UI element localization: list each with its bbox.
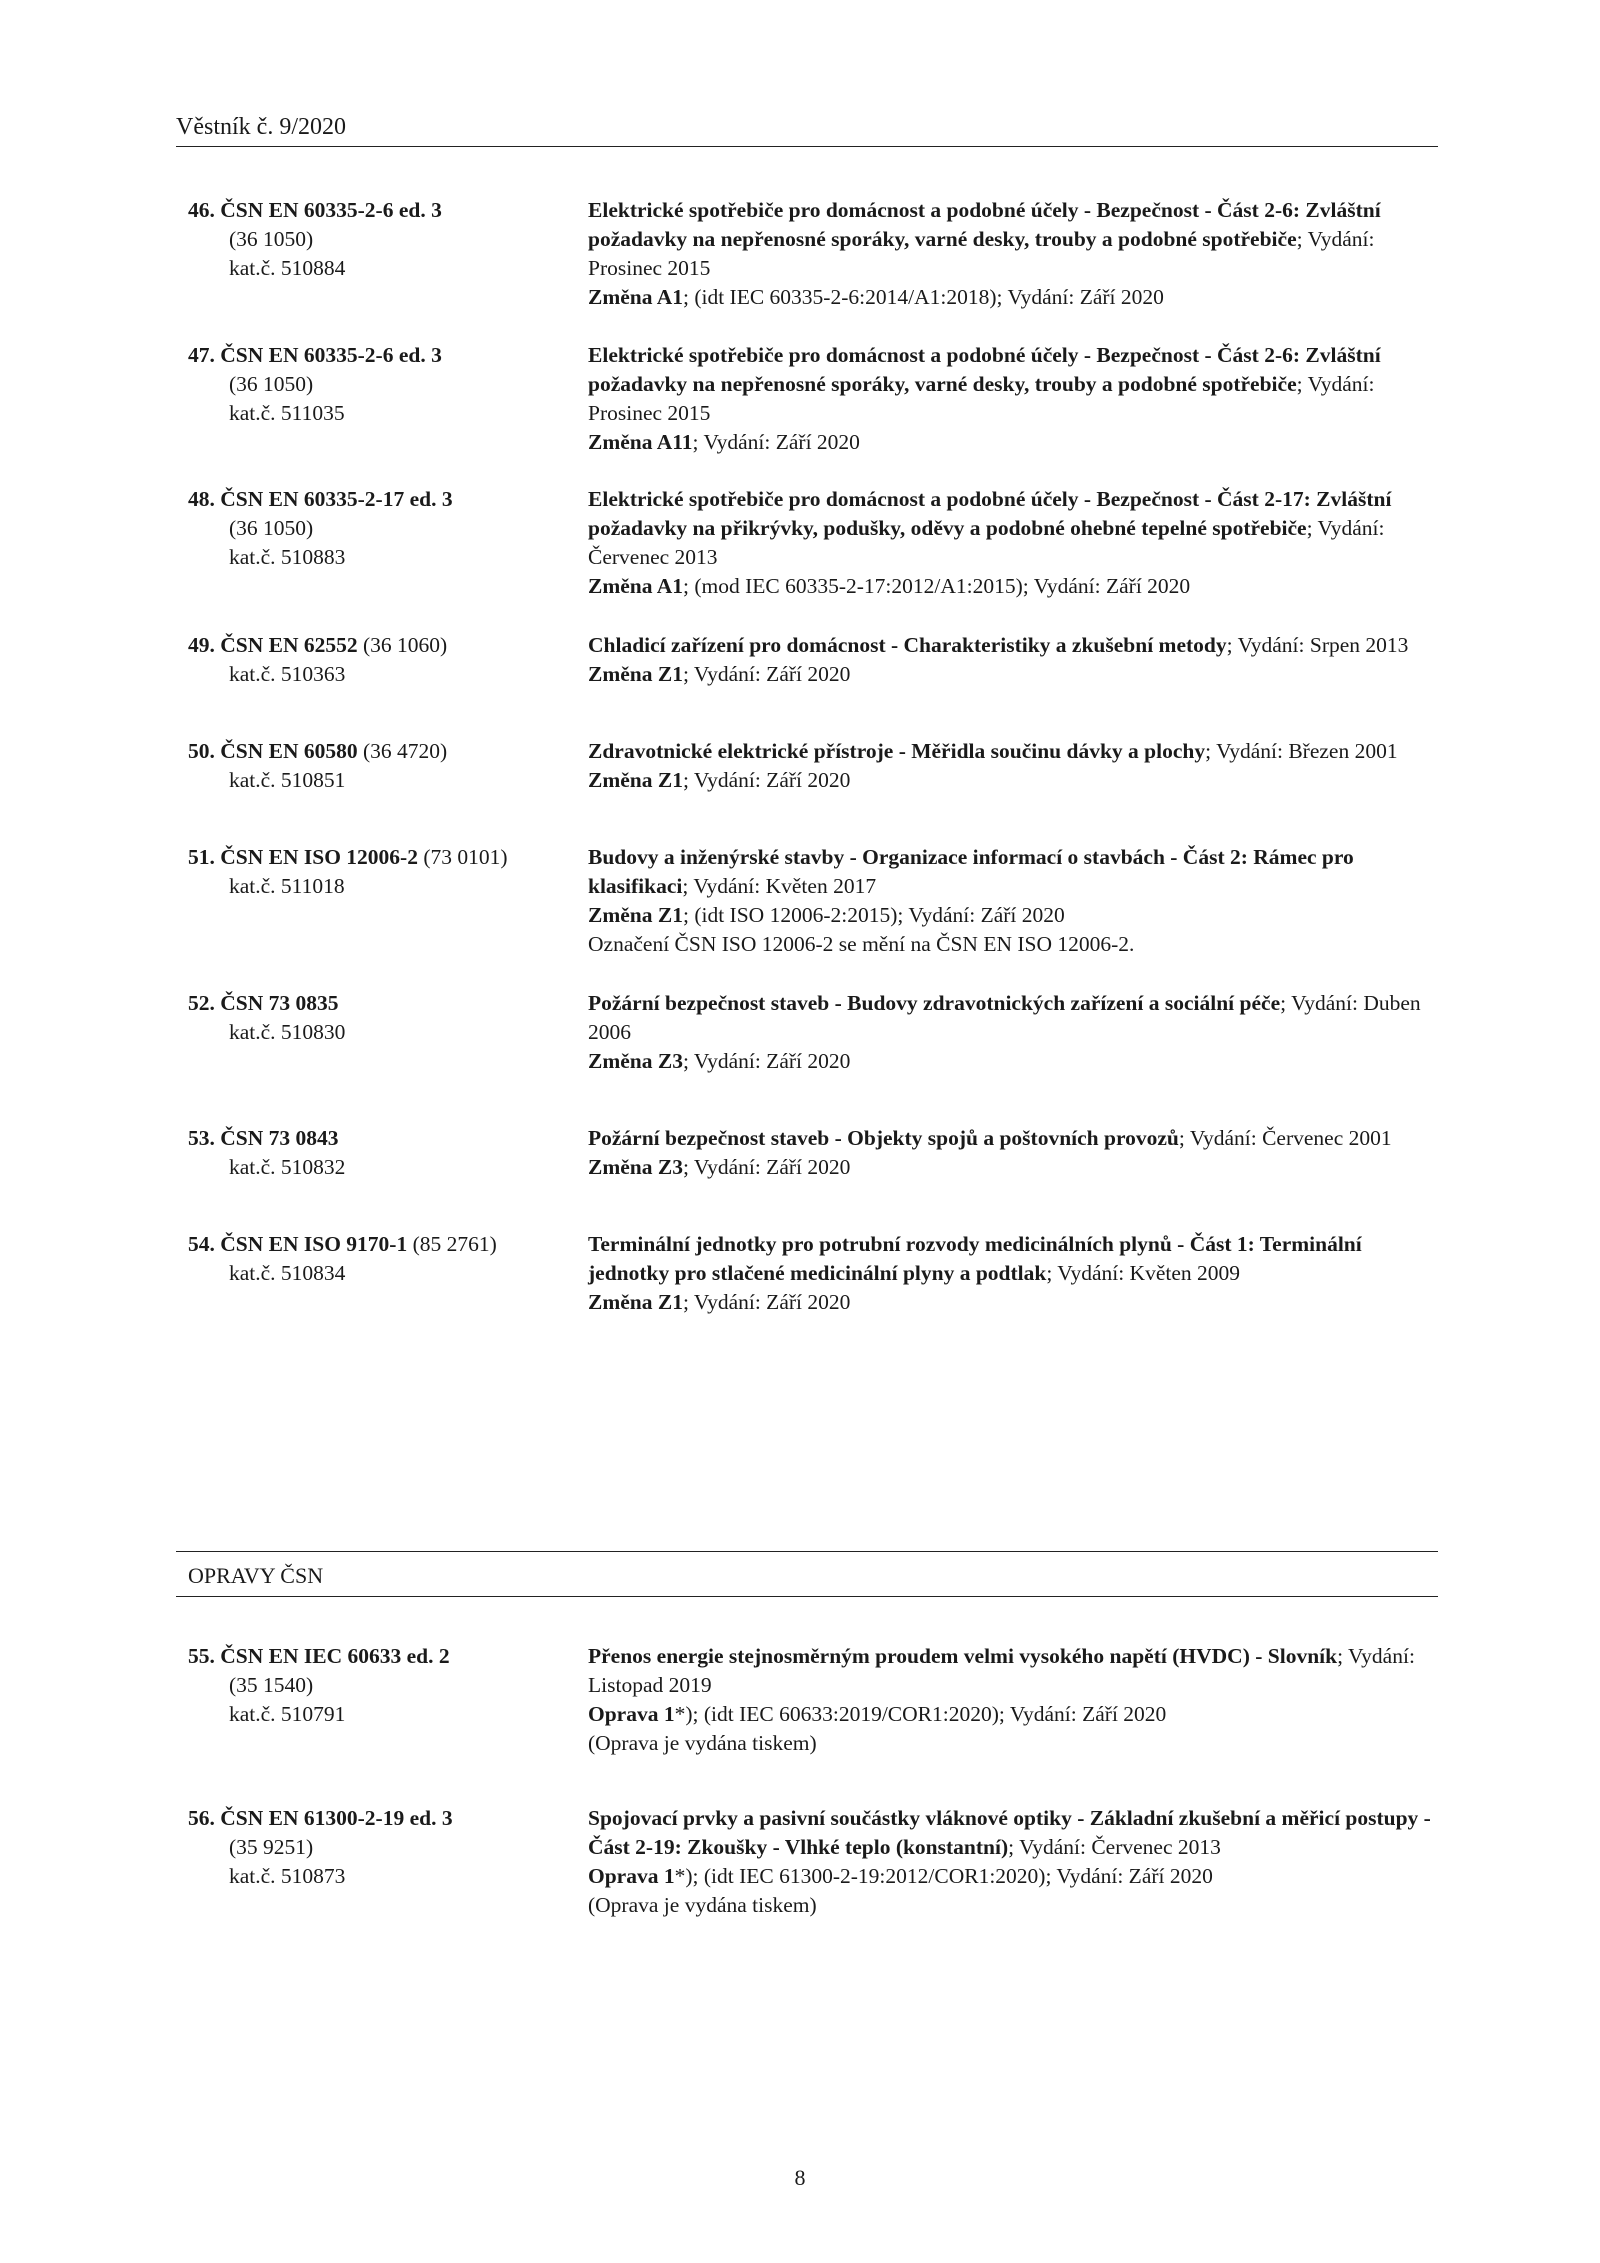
entry-number: 51. bbox=[188, 845, 215, 869]
standard-id-column bbox=[188, 341, 588, 457]
change-info: ; Vydání: Září 2020 bbox=[682, 768, 851, 792]
change-label: Změna Z1 bbox=[588, 662, 683, 686]
change-info: ; (idt IEC 60335-2-6:2014/A1:2018); Vydání: Září 2020 bbox=[682, 285, 1164, 309]
standard-code: ČSN EN 60335-2-6 ed. 3 bbox=[220, 343, 442, 367]
standard-class: (36 1050) bbox=[229, 372, 314, 396]
edition-info: ; Vydání: Květen 2017 bbox=[682, 874, 877, 898]
standards-changes-list bbox=[188, 196, 1438, 1317]
header-rule bbox=[176, 146, 1438, 147]
catalog-number: kat.č. 511018 bbox=[229, 874, 345, 898]
standard-class: (85 2761) bbox=[407, 1232, 497, 1256]
change-info: ; Vydání: Září 2020 bbox=[682, 1049, 851, 1073]
standard-title: Přenos energie stejnosměrným proudem velmi vysokého napětí (HVDC) - Slovník bbox=[588, 1644, 1338, 1668]
edition-info: ; Vydání: Srpen 2013 bbox=[1226, 633, 1409, 657]
standard-title: Elektrické spotřebiče pro domácnost a podobné účely - Bezpečnost - Část 2-6: Zvláštní požadavky na nepřenosné sporáky, varné desky, trouby a podobné spotřebiče bbox=[588, 198, 1381, 251]
standard-id-column bbox=[188, 1230, 588, 1317]
standard-details-column bbox=[588, 737, 1438, 795]
standard-id-column bbox=[188, 485, 588, 601]
entry-number: 47. bbox=[188, 343, 215, 367]
standard-id-column bbox=[188, 1642, 588, 1758]
standards-corrections-list bbox=[188, 1642, 1438, 1920]
list-item bbox=[188, 1230, 1438, 1317]
standard-title: Chladicí zařízení pro domácnost - Charakteristiky a zkušební metody bbox=[588, 633, 1227, 657]
change-info: ; (mod IEC 60335-2-17:2012/A1:2015); Vydání: Září 2020 bbox=[682, 574, 1191, 598]
edition-info: ; Vydání: Květen 2009 bbox=[1046, 1261, 1241, 1285]
change-label: Změna Z3 bbox=[588, 1155, 683, 1179]
list-item bbox=[188, 843, 1438, 959]
standard-details-column bbox=[588, 631, 1438, 689]
catalog-number: kat.č. 510873 bbox=[229, 1864, 346, 1888]
entry-number: 50. bbox=[188, 739, 215, 763]
edition-info: ; Vydání: Prosinec 2015 bbox=[588, 227, 1375, 280]
standard-title: Požární bezpečnost staveb - Budovy zdravotnických zařízení a sociální péče bbox=[588, 991, 1281, 1015]
change-label: Změna Z1 bbox=[588, 768, 683, 792]
standard-details-column bbox=[588, 341, 1438, 457]
standard-class: (36 1060) bbox=[357, 633, 448, 657]
standard-title: Spojovací prvky a pasivní součástky vláknové optiky - Základní zkušební a měřicí postupy - Část 2-19: Zkoušky - Vlhké teplo (konstantní) bbox=[588, 1806, 1431, 1859]
edition-info: ; Vydání: Červenec 2013 bbox=[588, 516, 1385, 569]
standard-code: ČSN EN IEC 60633 ed. 2 bbox=[220, 1644, 450, 1668]
standard-class: (35 9251) bbox=[229, 1835, 314, 1859]
list-item bbox=[188, 737, 1438, 795]
change-info: ; (idt ISO 12006-2:2015); Vydání: Září 2020 bbox=[682, 903, 1065, 927]
standard-id-column bbox=[188, 737, 588, 795]
entry-number: 55. bbox=[188, 1644, 215, 1668]
edition-info: ; Vydání: Červenec 2013 bbox=[1008, 1835, 1221, 1859]
standard-title: Budovy a inženýrské stavby - Organizace informací o stavbách - Část 2: Rámec pro klasifikaci bbox=[588, 845, 1354, 898]
entry-number: 46. bbox=[188, 198, 215, 222]
change-label: Změna Z1 bbox=[588, 1290, 683, 1314]
standard-details-column bbox=[588, 1124, 1438, 1182]
standard-code: ČSN 73 0835 bbox=[220, 991, 339, 1015]
catalog-number: kat.č. 510834 bbox=[229, 1261, 346, 1285]
list-item bbox=[188, 1642, 1438, 1758]
standard-title: Zdravotnické elektrické přístroje - Měřidla součinu dávky a plochy bbox=[588, 739, 1206, 763]
page-number: 8 bbox=[794, 2165, 806, 2190]
standard-id-column bbox=[188, 989, 588, 1076]
standard-code: ČSN 73 0843 bbox=[220, 1126, 339, 1150]
standard-details-column bbox=[588, 1230, 1438, 1317]
correction-label: Oprava 1 bbox=[588, 1864, 675, 1888]
change-label: Změna Z1 bbox=[588, 903, 683, 927]
standard-id-column bbox=[188, 1124, 588, 1182]
list-item bbox=[188, 631, 1438, 689]
standard-details-column bbox=[588, 196, 1438, 312]
standard-details-column bbox=[588, 843, 1438, 959]
catalog-number: kat.č. 510851 bbox=[229, 768, 346, 792]
standard-class: (73 0101) bbox=[417, 845, 508, 869]
list-item bbox=[188, 485, 1438, 601]
standard-code: ČSN EN 62552 bbox=[220, 633, 358, 657]
catalog-number: kat.č. 510363 bbox=[229, 662, 346, 686]
section-header bbox=[176, 1551, 1438, 1597]
page-header bbox=[176, 112, 1438, 147]
catalog-number: kat.č. 510884 bbox=[229, 256, 346, 280]
catalog-number: kat.č. 510883 bbox=[229, 545, 346, 569]
catalog-number: kat.č. 510832 bbox=[229, 1155, 346, 1179]
list-item bbox=[188, 989, 1438, 1076]
standard-title: Terminální jednotky pro potrubní rozvody medicinálních plynů - Část 1: Terminální jednotky pro stlačené medicinální plyny a podtlak bbox=[588, 1232, 1362, 1285]
print-note: (Oprava je vydána tiskem) bbox=[588, 1731, 817, 1755]
edition-info: ; Vydání: Listopad 2019 bbox=[588, 1644, 1415, 1697]
standard-code: ČSN EN 61300-2-19 ed. 3 bbox=[220, 1806, 453, 1830]
change-info: ; Vydání: Září 2020 bbox=[682, 1155, 851, 1179]
entry-number: 52. bbox=[188, 991, 215, 1015]
section-title: OPRAVY ČSN bbox=[188, 1563, 324, 1588]
list-item bbox=[188, 196, 1438, 312]
standard-class: (35 1540) bbox=[229, 1673, 314, 1697]
standard-id-column bbox=[188, 631, 588, 689]
standard-code: ČSN EN 60335-2-6 ed. 3 bbox=[220, 198, 442, 222]
standard-title: Požární bezpečnost staveb - Objekty spojů a poštovních provozů bbox=[588, 1126, 1179, 1150]
change-info: ; Vydání: Září 2020 bbox=[692, 430, 860, 454]
entry-number: 53. bbox=[188, 1126, 215, 1150]
edition-info: ; Vydání: Červenec 2001 bbox=[1178, 1126, 1392, 1150]
standard-title: Elektrické spotřebiče pro domácnost a podobné účely - Bezpečnost - Část 2-17: Zvláštní požadavky na přikrývky, podušky, oděvy a podobné ohebné tepelné spotřebiče bbox=[588, 487, 1392, 540]
standard-code: ČSN EN 60335-2-17 ed. 3 bbox=[220, 487, 453, 511]
correction-info: *); (idt IEC 60633:2019/COR1:2020); Vydání: Září 2020 bbox=[674, 1702, 1167, 1726]
change-label: Změna Z3 bbox=[588, 1049, 683, 1073]
entry-number: 49. bbox=[188, 633, 215, 657]
print-note: (Oprava je vydána tiskem) bbox=[588, 1893, 817, 1917]
edition-info: ; Vydání: Duben 2006 bbox=[588, 991, 1421, 1044]
standard-title: Elektrické spotřebiče pro domácnost a podobné účely - Bezpečnost - Část 2-6: Zvláštní požadavky na nepřenosné sporáky, varné desky, trouby a podobné spotřebiče bbox=[588, 343, 1381, 396]
standard-id-column bbox=[188, 843, 588, 959]
standard-details-column bbox=[588, 989, 1438, 1076]
correction-label: Oprava 1 bbox=[588, 1702, 675, 1726]
entry-number: 48. bbox=[188, 487, 215, 511]
correction-info: *); (idt IEC 61300-2-19:2012/COR1:2020); Vydání: Září 2020 bbox=[674, 1864, 1213, 1888]
standard-class: (36 1050) bbox=[229, 227, 314, 251]
list-item bbox=[188, 1804, 1438, 1920]
standard-details-column bbox=[588, 1642, 1438, 1758]
change-info: ; Vydání: Září 2020 bbox=[682, 662, 851, 686]
designation-note: Označení ČSN ISO 12006-2 se mění na ČSN EN ISO 12006-2. bbox=[588, 932, 1135, 956]
section-rule-bottom bbox=[176, 1596, 1438, 1597]
standard-code: ČSN EN 60580 bbox=[220, 739, 358, 763]
standard-code: ČSN EN ISO 9170-1 bbox=[220, 1232, 408, 1256]
standard-class: (36 1050) bbox=[229, 516, 314, 540]
list-item bbox=[188, 1124, 1438, 1182]
change-label: Změna A11 bbox=[588, 430, 693, 454]
bulletin-title: Věstník č. 9/2020 bbox=[176, 114, 346, 140]
edition-info: ; Vydání: Březen 2001 bbox=[1205, 739, 1398, 763]
standard-id-column bbox=[188, 1804, 588, 1920]
edition-info: ; Vydání: Prosinec 2015 bbox=[588, 372, 1375, 425]
catalog-number: kat.č. 510791 bbox=[229, 1702, 346, 1726]
catalog-number: kat.č. 510830 bbox=[229, 1020, 346, 1044]
entry-number: 56. bbox=[188, 1806, 215, 1830]
entry-number: 54. bbox=[188, 1232, 215, 1256]
standard-details-column bbox=[588, 1804, 1438, 1920]
list-item bbox=[188, 341, 1438, 457]
standard-id-column bbox=[188, 196, 588, 312]
change-label: Změna A1 bbox=[588, 285, 683, 309]
change-info: ; Vydání: Září 2020 bbox=[682, 1290, 851, 1314]
change-label: Změna A1 bbox=[588, 574, 683, 598]
standard-class: (36 4720) bbox=[357, 739, 448, 763]
standard-code: ČSN EN ISO 12006-2 bbox=[220, 845, 418, 869]
standard-details-column bbox=[588, 485, 1438, 601]
catalog-number: kat.č. 511035 bbox=[229, 401, 345, 425]
